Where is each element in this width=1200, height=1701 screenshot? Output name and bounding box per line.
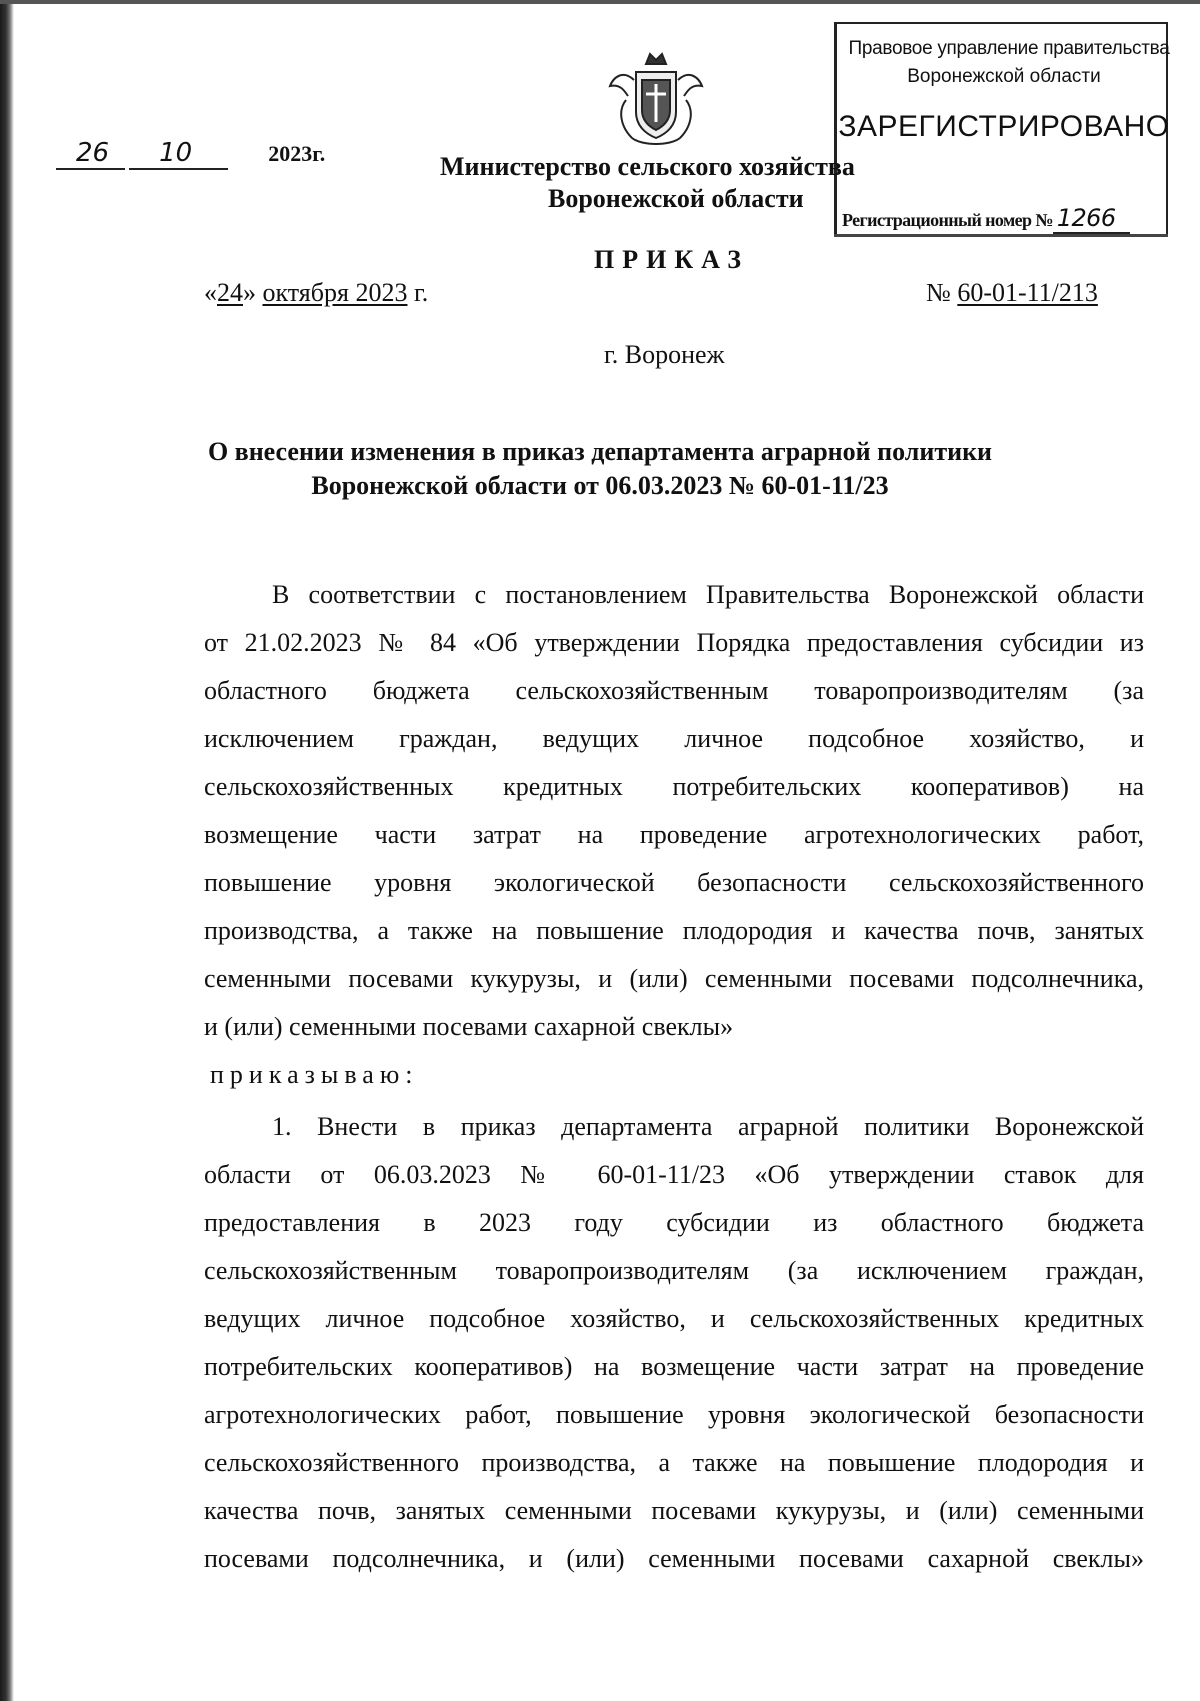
body-line: области от 06.03.2023 № 60-01-11/23 «Об утверждении ставок для: [204, 1160, 1144, 1189]
body-line: и (или) семенными посевами сахарной свеклы»: [204, 1012, 734, 1041]
stamp-regnum-label: Регистрационный номер №: [842, 210, 1053, 230]
document-number: [926, 278, 1098, 308]
body-line: качества почв, занятых семенными посевами кукурузы, и (или) семенными: [204, 1496, 1144, 1525]
date-suffix: г.: [407, 278, 429, 307]
body-line: агротехнологических работ, повышение уровня экологической безопасности: [204, 1400, 1144, 1429]
document-title: [150, 435, 1050, 503]
stamp-registered: ЗАРЕГИСТРИРОВАНО: [838, 110, 1170, 143]
stamp-regnum-value: 1266: [1053, 204, 1130, 234]
body-line: 1. Внести в приказ департамента аграрной политики Воронежской: [272, 1112, 1144, 1141]
stamp-regnum: [842, 204, 1130, 232]
document-date: [204, 278, 428, 308]
body-line: семенными посевами кукурузы, и (или) семенными посевами подсолнечника,: [204, 964, 1144, 993]
coat-of-arms-emblem: [606, 50, 706, 150]
body-line: областного бюджета сельскохозяйственным товаропроизводителям (за: [204, 676, 1144, 705]
body-line: повышение уровня экологической безопасности сельскохозяйственного: [204, 868, 1144, 897]
title-line-2: Воронежской области от 06.03.2023 № 60-01-11/23: [311, 471, 889, 500]
stamp-date-day: 26: [56, 138, 125, 170]
date-month-year: октября 2023: [262, 278, 408, 307]
date-quote-open: «: [204, 278, 217, 307]
body-line: сельскохозяйственным товаропроизводителям (за исключением граждан,: [204, 1256, 1144, 1285]
stamp-date-year: 2023г.: [268, 141, 326, 166]
document-city: г. Воронеж: [604, 340, 725, 369]
scan-edge-top: [0, 0, 1200, 4]
ministry-name: Министерство сельского хозяйства: [440, 152, 855, 181]
stamp-region: Воронежской области: [907, 66, 1101, 87]
order-word: приказываю:: [210, 1060, 419, 1089]
body-line: предоставления в 2023 году субсидии из областного бюджета: [204, 1208, 1144, 1237]
number-value: 60-01-11/213: [957, 278, 1098, 307]
body-line: В соответствии с постановлением Правительства Воронежской области: [272, 580, 1144, 609]
stamp-date-month: 10: [129, 138, 228, 170]
stamp-bottom-line: [834, 234, 1168, 237]
body-line: сельскохозяйственного производства, а также на повышение плодородия и: [204, 1448, 1144, 1477]
body-line: возмещение части затрат на проведение агротехнологических работ,: [204, 820, 1144, 849]
ministry-region: Воронежской области: [548, 184, 804, 213]
document-type: ПРИКАЗ: [594, 245, 750, 274]
date-quote-close: »: [243, 278, 256, 307]
body-line: производства, а также на повышение плодородия и качества почв, занятых: [204, 916, 1144, 945]
stamp-date: [56, 138, 325, 170]
number-prefix: №: [926, 278, 958, 307]
date-day: 24: [217, 278, 243, 307]
title-line-1: О внесении изменения в приказ департамента аграрной политики: [207, 437, 993, 466]
stamp-department: Правовое управление правительства: [848, 38, 1170, 59]
body-line: сельскохозяйственных кредитных потребительских кооперативов) на: [204, 772, 1144, 801]
body-line: исключением граждан, ведущих личное подсобное хозяйство, и: [204, 724, 1144, 753]
body-line: посевами подсолнечника, и (или) семенными посевами сахарной свеклы»: [204, 1544, 1144, 1573]
scan-edge: [0, 0, 14, 1701]
body-line: от 21.02.2023 № 84 «Об утверждении Порядка предоставления субсидии из: [204, 628, 1144, 657]
body-line: потребительских кооперативов) на возмещение части затрат на проведение: [204, 1352, 1144, 1381]
body-line: ведущих личное подсобное хозяйство, и сельскохозяйственных кредитных: [204, 1304, 1144, 1333]
